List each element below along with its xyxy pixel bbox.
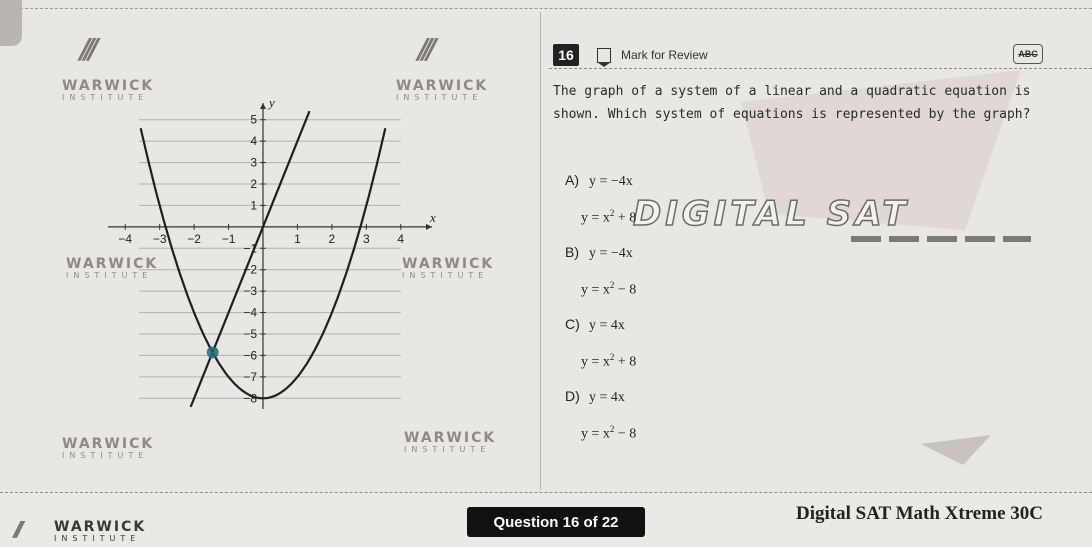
choice-equation: y = 4x [589, 318, 625, 333]
brand-slash-icon: /// [14, 517, 18, 541]
y-tick-label: −1 [243, 241, 257, 256]
question-header [553, 44, 708, 66]
x-tick-label: −1 [221, 231, 236, 246]
watermark-logo: WARWICK INSTITUTE [396, 78, 489, 102]
x-tick-label: 1 [294, 231, 301, 246]
x-tick-label: −2 [187, 231, 201, 246]
y-tick-label: 2 [250, 177, 257, 191]
watermark-logo: WARWICK INSTITUTE [402, 256, 495, 280]
system-graph [100, 95, 440, 415]
question-text-line: shown. Which system of equations is represented by the graph? [553, 107, 1031, 122]
y-tick-label: 1 [250, 198, 257, 213]
x-tick-label: 2 [328, 231, 336, 246]
choice-equation: y = x [581, 282, 610, 298]
watermark-logo: WARWICK INSTITUTE [62, 436, 155, 460]
question-navigator-button[interactable]: Question 16 of 22 [467, 507, 645, 537]
x-tick-label: −3 [152, 231, 167, 246]
bookmark-icon[interactable] [597, 48, 611, 63]
choice-letter: C) [565, 316, 580, 332]
choice-equation: y = x [581, 426, 610, 442]
choice-exponent: 2 [609, 280, 615, 290]
y-tick-label: 4 [250, 134, 257, 149]
watermark-slash-icon: /// [80, 32, 93, 65]
choice-letter: D) [565, 388, 580, 404]
x-tick-label: 4 [397, 231, 405, 246]
watermark-slash-icon: /// [418, 32, 431, 65]
question-number: 16 [553, 44, 579, 66]
x-tick-label: 3 [362, 231, 370, 246]
x-axis-label: x [430, 209, 436, 225]
choice-letter: B) [565, 244, 579, 260]
y-tick-label: −2 [243, 262, 257, 277]
top-bar [0, 0, 1092, 9]
y-tick-label: 3 [250, 155, 257, 170]
footer-bar [0, 493, 1092, 547]
choice-equation: y = x [581, 354, 610, 370]
decorative-stripe [851, 236, 1031, 242]
y-axis-label: y [269, 95, 275, 110]
decorative-shape [921, 435, 991, 465]
watermark-logo: WARWICK INSTITUTE [66, 256, 159, 280]
y-tick-label: −6 [243, 348, 257, 363]
watermark-logo: WARWICK INSTITUTE [404, 430, 497, 454]
choice-letter: A) [565, 172, 579, 188]
choice-equation: + 8 [614, 210, 637, 226]
footer-logo: WARWICK INSTITUTE [54, 519, 147, 543]
header-divider [549, 68, 1092, 69]
choice-exponent: 2 [609, 352, 615, 362]
choice-equation: y = −4x [589, 246, 633, 261]
y-tick-label: 5 [250, 112, 257, 127]
choice-equation: y = 4x [589, 390, 625, 405]
choice-equation: − 8 [614, 282, 637, 298]
choice-exponent: 2 [609, 424, 615, 434]
graph-pane [0, 10, 540, 492]
answer-eliminator-button[interactable]: ABC [1013, 44, 1043, 64]
y-tick-label: −7 [243, 369, 257, 384]
question-pane [541, 10, 1092, 492]
mark-for-review-label[interactable]: Mark for Review [621, 48, 708, 62]
y-axis-arrow [260, 103, 266, 109]
question-text [553, 80, 1053, 126]
question-text-line: The graph of a system of a linear and a quadratic equation is [553, 84, 1031, 99]
intersection-point [207, 346, 219, 358]
watermark-logo: WARWICK INSTITUTE [62, 78, 155, 102]
choice-equation: y = −4x [589, 174, 633, 189]
y-tick-label: −8 [243, 391, 257, 406]
choice-equation: − 8 [614, 426, 637, 442]
y-tick-label: −5 [243, 327, 257, 341]
test-title: Digital SAT Math Xtreme 30C [796, 503, 1043, 524]
digital-sat-watermark: DIGITAL SAT [633, 194, 910, 234]
y-tick-label: −3 [243, 284, 257, 299]
y-tick-label: −4 [243, 305, 257, 320]
choice-exponent: 2 [609, 208, 615, 218]
choice-equation: + 8 [614, 354, 637, 370]
choice-equation: y = x [581, 210, 610, 226]
x-tick-label: −4 [118, 231, 133, 246]
